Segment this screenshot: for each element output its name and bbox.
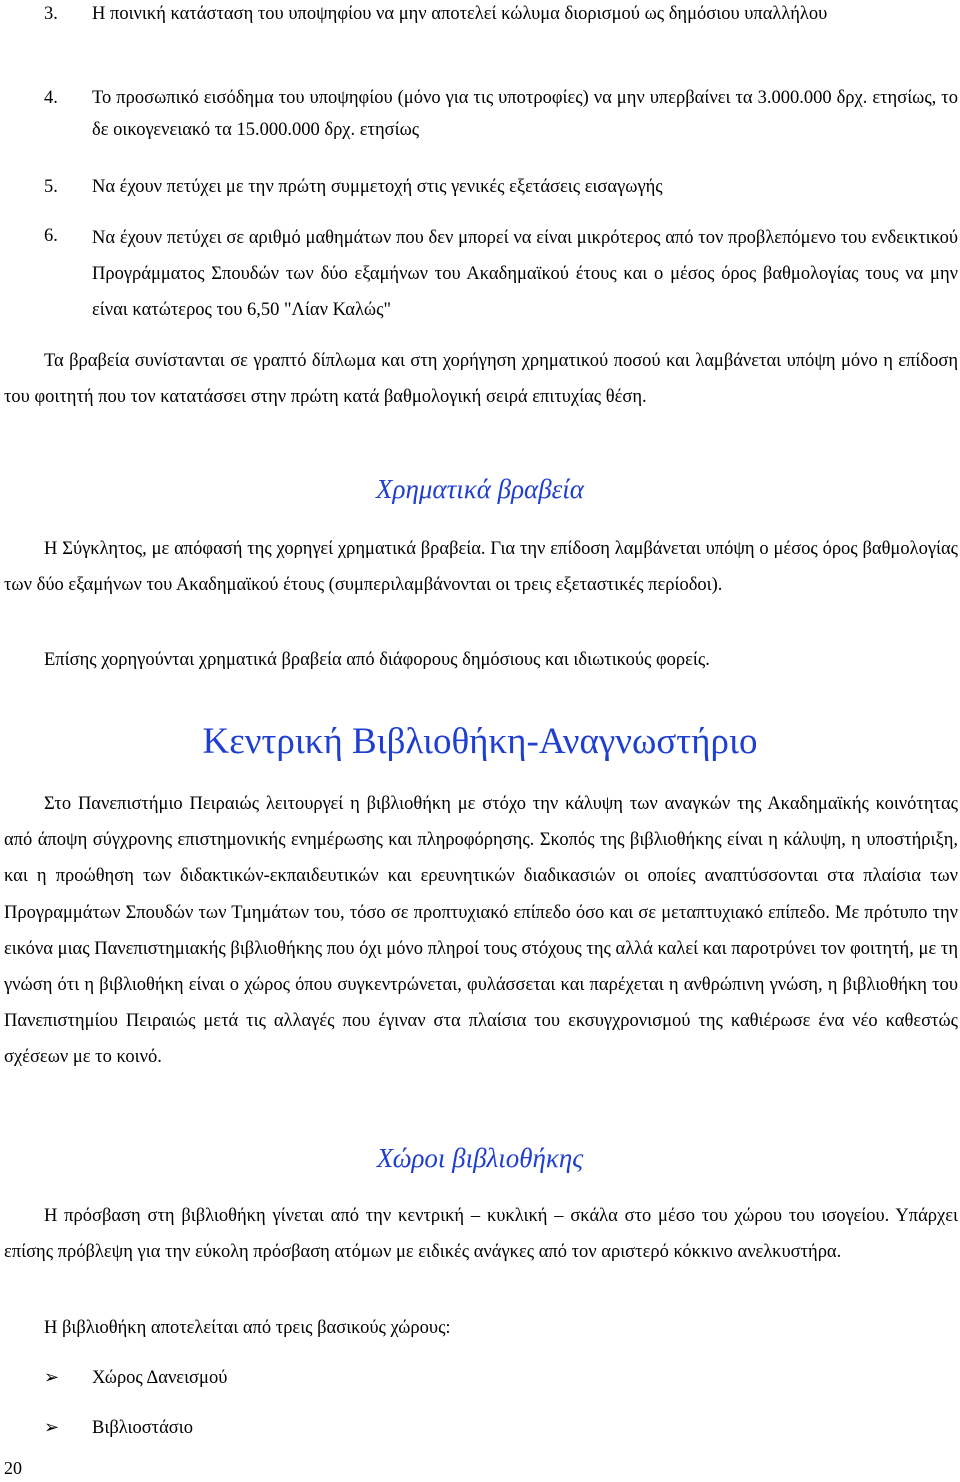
bullet-text: Χώρος Δανεισμού [92, 1368, 228, 1388]
list-number: 5. [44, 177, 58, 197]
library-paragraph: Στο Πανεπιστήμιο Πειραιώς λειτουργεί η βιβλιοθήκη με στόχο την κάλυψη των αναγκών της Ακαδημαϊκής κοινότητας από άποψη σύγχρονης επιστημονικής ενημέρωσης και πληροφόρησης. Σκοπός της βιβλιοθήκης είναι η κάλυψη, η υποστήριξη, και η προώθηση των διδακτικών-εκπαιδευτικών και ερευνητικών διαδικασιών οι οποίες αναπτύσσονται στα πλαίσια των Προγραμμάτων Σπουδών των Τμημάτων του, τόσο σε προπτυχιακό επίπεδο όσο και σε μεταπτυχιακό επίπεδο. Με πρότυπο την εικόνα μιας Πανεπιστημιακής βιβλιοθήκης που όχι μόνο πληροί τους στόχους της αλλά καλεί και παροτρύνει τον φοιτητή, με τη γνώση ότι η βιβλιοθήκη είναι ο χώρος όπου συγκεντρώνεται, φυλάσσεται και παρέχεται η ανθρώπινη γνώση, η βιβλιοθήκη του Πανεπιστημίου Πειραιώς μετά τις αλλαγές που έγιναν στα πλαίσια του εκσυγχρονισμού της καθιέρωσε ένα νέο καθεστώς σχέσεων με το κοινό. [4, 794, 958, 1068]
list-item [44, 220, 958, 328]
list-number: 4. [44, 88, 58, 108]
page-number: 20 [4, 1458, 22, 1478]
list-item [44, 82, 958, 146]
bullet-item [44, 1411, 193, 1444]
money-awards-paragraph-2: Επίσης χορηγούνται χρηματικά βραβεία από διάφορους δημόσιους και ιδιωτικούς φορείς. [44, 650, 710, 670]
list-item [44, 171, 958, 203]
arrowhead-bullet-icon: ➢ [44, 1417, 60, 1437]
list-text: Το προσωπικό εισόδημα του υποψηφίου (μόνο για τις υποτροφίες) να μην υπερβαίνει τα 3.000.000 δρχ. ετησίως, το δε οικογενειακό τα 15.000.000 δρχ. ετησίως [92, 88, 958, 140]
list-number: 6. [44, 226, 58, 246]
awards-paragraph: Τα βραβεία συνίστανται σε γραπτό δίπλωμα και στη χορήγηση χρηματικού ποσού και λαμβάνεται υπόψη μόνο η επίδοση του φοιτητή που τον κατατάσσει στην πρώτη κατά βαθμολογική σειρά επιτυχίας θέση. [4, 351, 958, 407]
section-heading-library: Κεντρική Βιβλιοθήκη-Αναγνωστήριο [202, 721, 758, 762]
arrowhead-bullet-icon: ➢ [44, 1367, 60, 1387]
list-item [44, 0, 958, 30]
list-text: Να έχουν πετύχει με την πρώτη συμμετοχή στις γενικές εξετάσεις εισαγωγής [92, 177, 663, 197]
bullet-text: Βιβλιοστάσιο [92, 1418, 194, 1438]
section-heading-library-spaces: Χώροι βιβλιοθήκης [376, 1143, 584, 1173]
library-spaces-paragraph: Η πρόσβαση στη βιβλιοθήκη γίνεται από την κεντρική – κυκλική – σκάλα στο μέσο του χώρου του ισογείου. Υπάρχει επίσης πρόβλεψη για την εύκολη πρόσβαση ατόμων με ειδικές ανάγκες από τον αριστερό κόκκινο ανελκυστήρα. [4, 1206, 958, 1262]
library-spaces-intro: Η βιβλιοθήκη αποτελείται από τρεις βασικούς χώρους: [44, 1318, 451, 1338]
list-text: Η ποινική κατάσταση του υποψηφίου να μην αποτελεί κώλυμα διορισμού ως δημόσιου υπαλλήλου [92, 4, 828, 24]
bullet-item [44, 1361, 227, 1394]
money-awards-paragraph: Η Σύγκλητος, με απόφασή της χορηγεί χρηματικά βραβεία. Για την επίδοση λαμβάνεται υπόψη ο μέσος όρος βαθμολογίας των δύο εξαμήνων του Ακαδημαϊκού έτους (συμπεριλαμβάνονται οι τρεις εξεταστικές περίοδοι). [4, 539, 958, 595]
list-text: Να έχουν πετύχει σε αριθμό μαθημάτων που δεν μπορεί να είναι μικρότερος από τον προβλεπόμενο του ενδεικτικού Προγράμματος Σπουδών των δύο εξαμήνων του Ακαδημαϊκού έτους και ο μέσος όρος βαθμολογίας τους να μην είναι κατώτερος του 6,50 "Λίαν Καλώς" [92, 228, 958, 320]
section-heading-money-awards: Χρηματικά βραβεία [376, 474, 584, 504]
list-number: 3. [44, 4, 58, 24]
